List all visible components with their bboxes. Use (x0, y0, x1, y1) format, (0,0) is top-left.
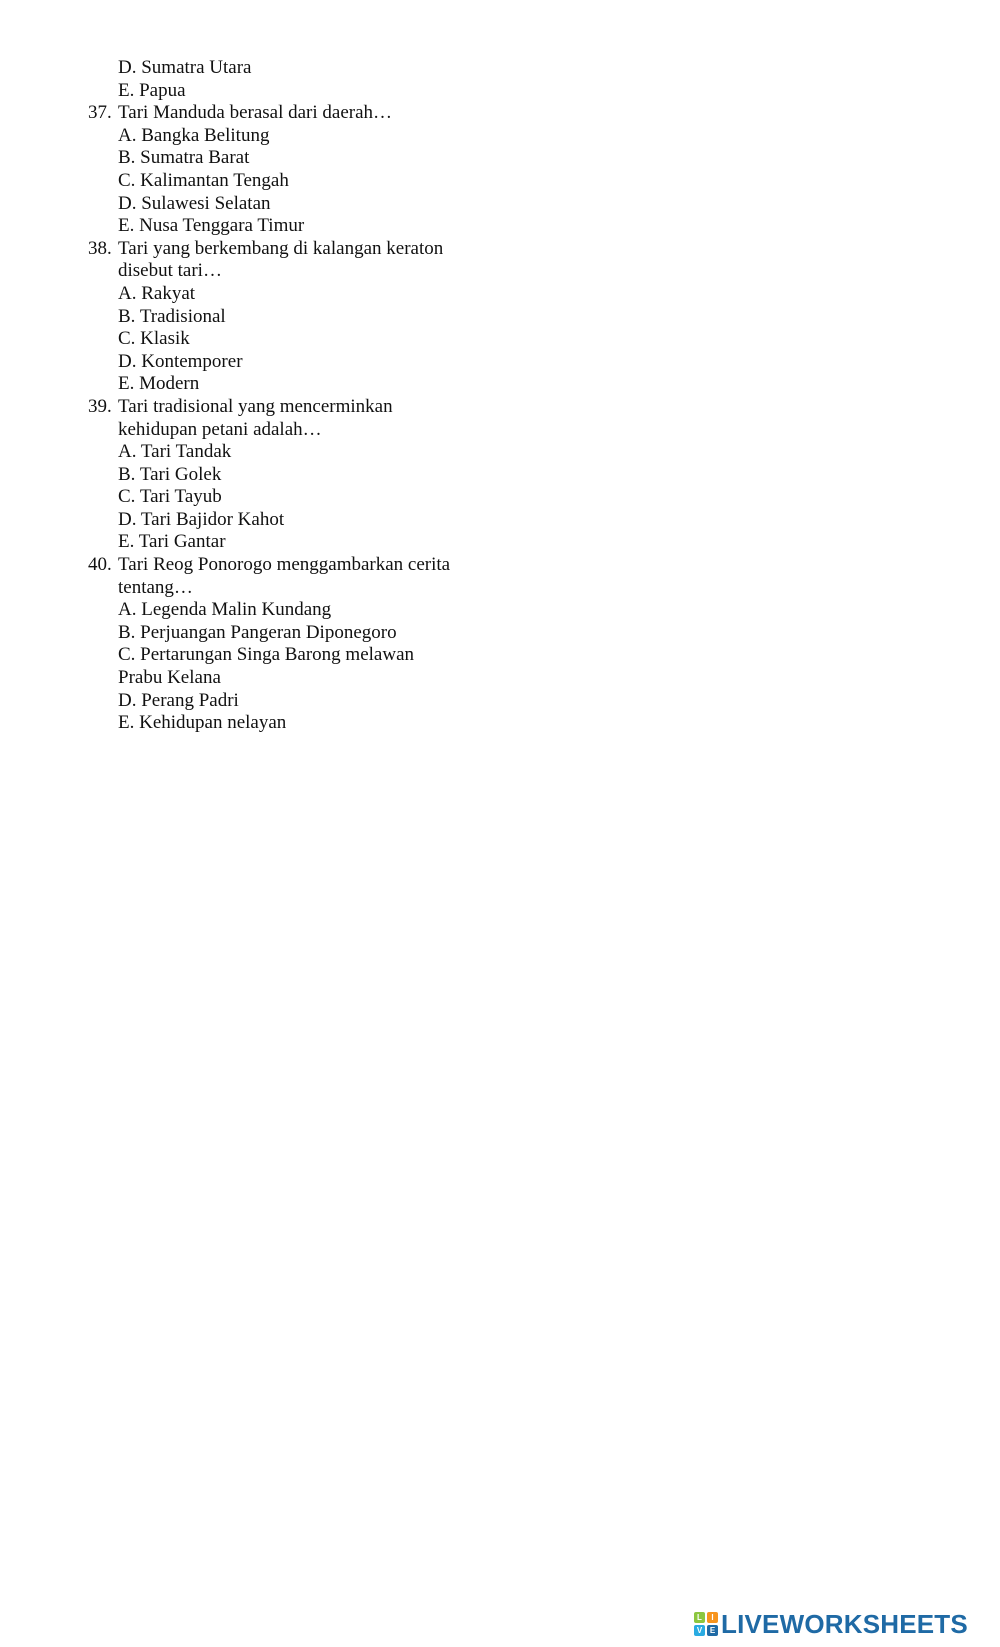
question-number: 39. (88, 395, 112, 417)
option-text: C. Klasik (118, 328, 190, 350)
question-text: Tari tradisional yang mencerminkan (118, 395, 393, 417)
option-text: B. Tradisional (118, 305, 226, 327)
option-text: B. Sumatra Barat (118, 147, 250, 169)
option-text: E. Kehidupan nelayan (118, 712, 287, 734)
option-text: D. Kontemporer (118, 350, 243, 372)
option-text: D. Perang Padri (118, 689, 239, 711)
question-text-continued: disebut tari… (118, 260, 222, 282)
question-list (88, 57, 648, 735)
liveworksheets-logo (694, 1610, 968, 1638)
question-text: Tari yang berkembang di kalangan keraton (118, 237, 444, 259)
option-text: E. Tari Gantar (118, 531, 226, 553)
liveworksheets-logo-icon (694, 1612, 718, 1636)
question-text: Tari Reog Ponorogo menggambarkan cerita (118, 554, 451, 576)
logo-mark-cell: L (694, 1612, 705, 1623)
option-text: A. Tari Tandak (118, 441, 232, 463)
question-38 (88, 238, 648, 261)
question-number: 40. (88, 554, 112, 576)
question-40 (88, 554, 648, 577)
option-text: A. Rakyat (118, 282, 196, 304)
option-text: C. Tari Tayub (118, 486, 222, 508)
option-text: B. Tari Golek (118, 463, 222, 485)
option-text: D. Sumatra Utara (118, 57, 252, 78)
option-text: C. Pertarungan Singa Barong melawan (118, 644, 415, 666)
option-text: A. Legenda Malin Kundang (118, 599, 332, 621)
question-number: 38. (88, 237, 112, 259)
option-text: D. Tari Bajidor Kahot (118, 508, 285, 530)
question-number: 37. (88, 102, 112, 124)
option-text: E. Modern (118, 373, 200, 395)
question-text: Tari Manduda berasal dari daerah… (118, 102, 393, 124)
question-39 (88, 396, 648, 419)
logo-text: LIVEWORKSHEETS (721, 1609, 968, 1639)
option-text: E. Papua (118, 79, 186, 101)
option-text: A. Bangka Belitung (118, 124, 270, 146)
logo-mark-cell: I (707, 1612, 718, 1623)
logo-mark-cell: V (694, 1625, 705, 1636)
question-text-continued: kehidupan petani adalah… (118, 418, 322, 440)
option-text: B. Perjuangan Pangeran Diponegoro (118, 621, 397, 643)
option-text: E. Nusa Tenggara Timur (118, 215, 305, 237)
question-text-continued: tentang… (118, 576, 193, 598)
logo-mark-cell: E (707, 1625, 718, 1636)
option-text: D. Sulawesi Selatan (118, 192, 271, 214)
option-text-continued: Prabu Kelana (118, 667, 221, 689)
question-37 (88, 102, 648, 125)
option-text: C. Kalimantan Tengah (118, 169, 289, 191)
